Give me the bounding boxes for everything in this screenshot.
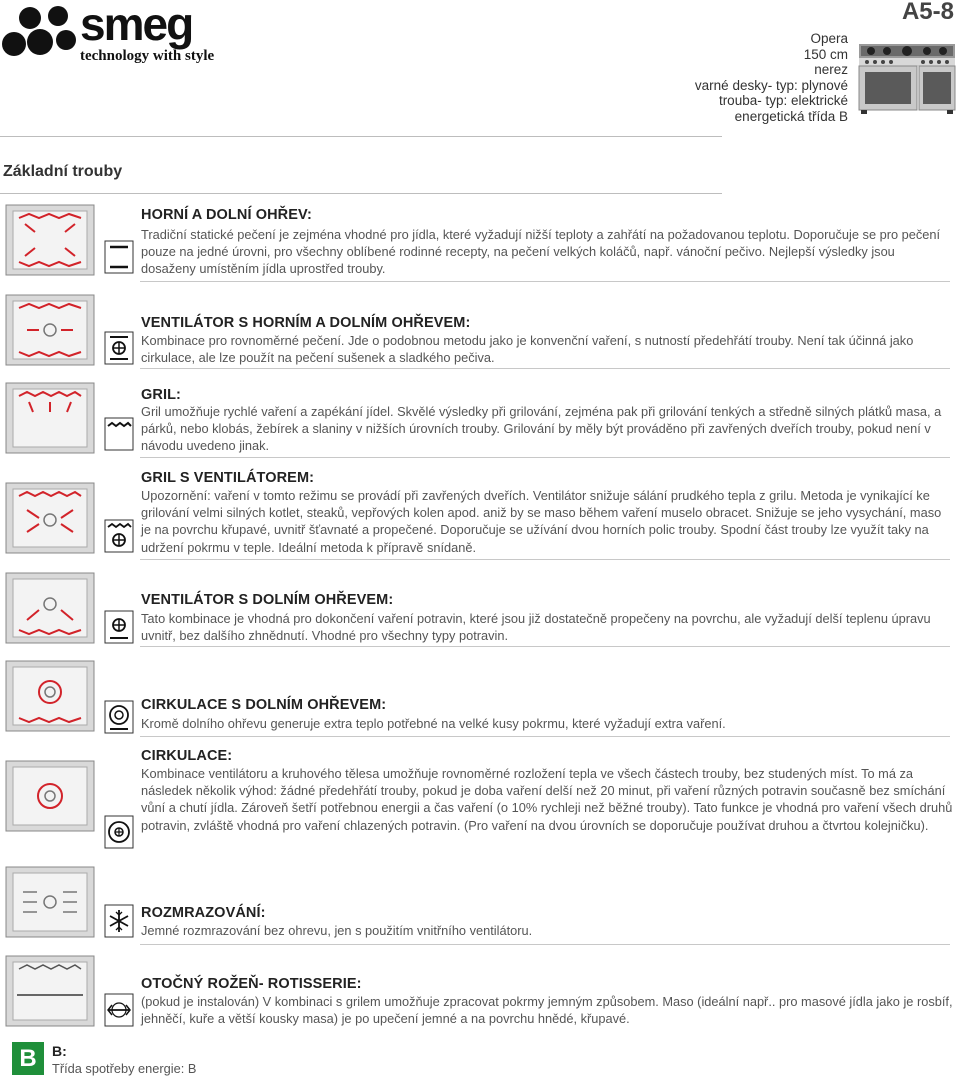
meta-line: trouba- typ: elektrické [718,93,848,108]
smeg-logo [0,2,270,68]
header-rule [0,136,722,137]
product-meta [588,31,848,124]
section-title: Základní trouby [3,163,123,180]
mode-description: Upozornění: vaření v tomto režimu se provádí při zavřených dveřích. Ventilátor snižuje sálání prudkého tepla z grilu. Metoda je vynikající ke grilování velmi silných kotlet, steaků, vepřových kolen apod. aniž by se maso během vaření muselo obracet. Snižuje se jeho vysychání, maso je na povrchu křupavé, uvnitř šťavnaté a propečené. Doporučuje se užívání dvou horních polic trouby. Spodní část trouby lze využít taky na udržení pokrmu v teple. Ideální metoda k přípravě snídaně. [141,488,942,555]
mode-separator [140,646,950,647]
oven-cavity-icon [5,382,95,454]
mode-title: GRIL: [141,387,181,403]
fan-grill-icon [104,519,134,553]
mode-separator [140,559,950,560]
oven-cavity-icon [5,294,95,366]
range-cooker-image [857,40,957,114]
mode-title: GRIL S VENTILÁTOREM: [141,470,315,486]
mode-title: HORNÍ A DOLNÍ OHŘEV: [141,207,312,223]
oven-cavity-icon [5,955,95,1027]
mode-description: Kromě dolního ohřevu generuje extra teplo potřebné na velké kusy pokrmu, které vyžadují extra vaření. [141,716,726,731]
mode-title: CIRKULACE S DOLNÍM OHŘEVEM: [141,697,387,713]
mode-description: Kombinace pro rovnoměrné pečení. Jde o podobnou metodu jako je konvenční vaření, s nutností předehřátí trouby. Není tak účinná jako cirkulace, ale lze použít na pečení sušenek a sladkého pečiva. [141,333,914,366]
brand-name: smeg [80,2,193,50]
mode-description: (pokud je instalován) V kombinaci s grilem umožňuje zpracovat pokrmy jemným způsobem. Maso (ideální např.. pro masové jídla jako je rosbíf, jehněčí, kuře a větší kousky masa) je po upečení jemné a na povrchu hnědé, křupavé. [141,994,953,1027]
oven-cavity-icon [5,660,95,732]
mode-description: Kombinace ventilátoru a kruhového tělesa umožňuje rovnoměrné rozložení tepla ve všech částech trouby, bez studených míst. To má za následek několik výhod: žádné předehřátí trouby, pokud je doba vaření delší než 20 minut, při vaření různých potravin současně bez smíchání vůní a chutí jídla. Zároveň šetří potřebnou energii a čas vaření (o 10% rychleji než běžné trouby). Tato funkce je vhodná pro vaření všech druhů potravin, zvláště vhodná pro vaření chlazených potravin. (Pro vaření na dvou úrovních se doporučuje používat druhou a čtvrtou kolejničku). [141,766,953,833]
brand-tagline: technology with style [80,48,215,64]
oven-cavity-icon [5,482,95,554]
energy-title: B: [52,1043,67,1059]
mode-title: CIRKULACE: [141,748,233,764]
fan-bottom-heat-icon [104,610,134,644]
mode-description: Jemné rozmrazování bez ohrevu, jen s použitím vnitřního ventilátoru. [141,923,533,938]
section-rule [0,193,722,194]
mode-title: ROZMRAZOVÁNÍ: [141,905,266,921]
fan-heat-icon [104,331,134,365]
oven-cavity-icon [5,572,95,644]
mode-description: Tato kombinace je vhodná pro dokončení vaření potravin, které jsou již dostatečně propečeny na povrchu, ale vyžadují delší teplenu úpravu uvnitř, bez dalšího zhnědnutí. Vhodné pro všechny typy potravin. [141,611,931,644]
grill-icon [104,417,134,451]
meta-line: Opera [810,31,848,46]
mode-description: Tradiční statické pečení je zejména vhodné pro jídla, které vyžadují nižší teploty a zahřátí na požadovanou teplotu. Doporučuje se pro pečení pouze na jedné úrovni, pro všechny oblíbené rodinné recepty, na pečení velkých koláčů, např. vánoční pečivo. Nejlepší výsledky jsou dosaženy umístěním jídla uprostřed trouby. [141,227,941,277]
mode-separator [140,281,950,282]
mode-separator [140,368,950,369]
energy-class-badge: B [12,1042,44,1075]
mode-title: OTOČNÝ ROŽEŇ- ROTISSERIE: [141,976,362,992]
mode-description: Gril umožňuje rychlé vaření a zapékání jídel. Skvělé výsledky při grilování, zejména pak při grilování tenkých a středně silných plátků masa, a párků, nebo klobás, žebírek a slaniny v nižších úrovních trouby. Grilování by měly být prováděno při zavřených dveřích trouby, pokud není v návodu uvedeno jinak. [141,404,942,454]
rotisserie-icon [104,993,134,1027]
energy-description: Třída spotřeby energie: B [52,1061,197,1076]
meta-line: varné desky- typ: plynové [694,77,848,93]
mode-separator [140,457,950,458]
defrost-icon [104,904,134,938]
oven-cavity-icon [5,760,95,832]
mode-title: VENTILÁTOR S HORNÍM A DOLNÍM OHŘEVEM: [141,315,471,331]
mode-separator [140,736,950,737]
oven-cavity-icon [5,866,95,938]
mode-separator [140,944,950,945]
mode-title: VENTILÁTOR S DOLNÍM OHŘEVEM: [141,592,394,608]
meta-line: energetická třída B [734,108,848,124]
model-code: A5-8 [901,0,954,25]
oven-cavity-icon [5,204,95,276]
circular-fan-icon [104,815,134,849]
meta-line: 150 cm [803,46,848,62]
circular-fan-bottom-icon [104,700,134,734]
top-bottom-heat-icon [104,240,134,274]
meta-line: nerez [814,62,848,77]
